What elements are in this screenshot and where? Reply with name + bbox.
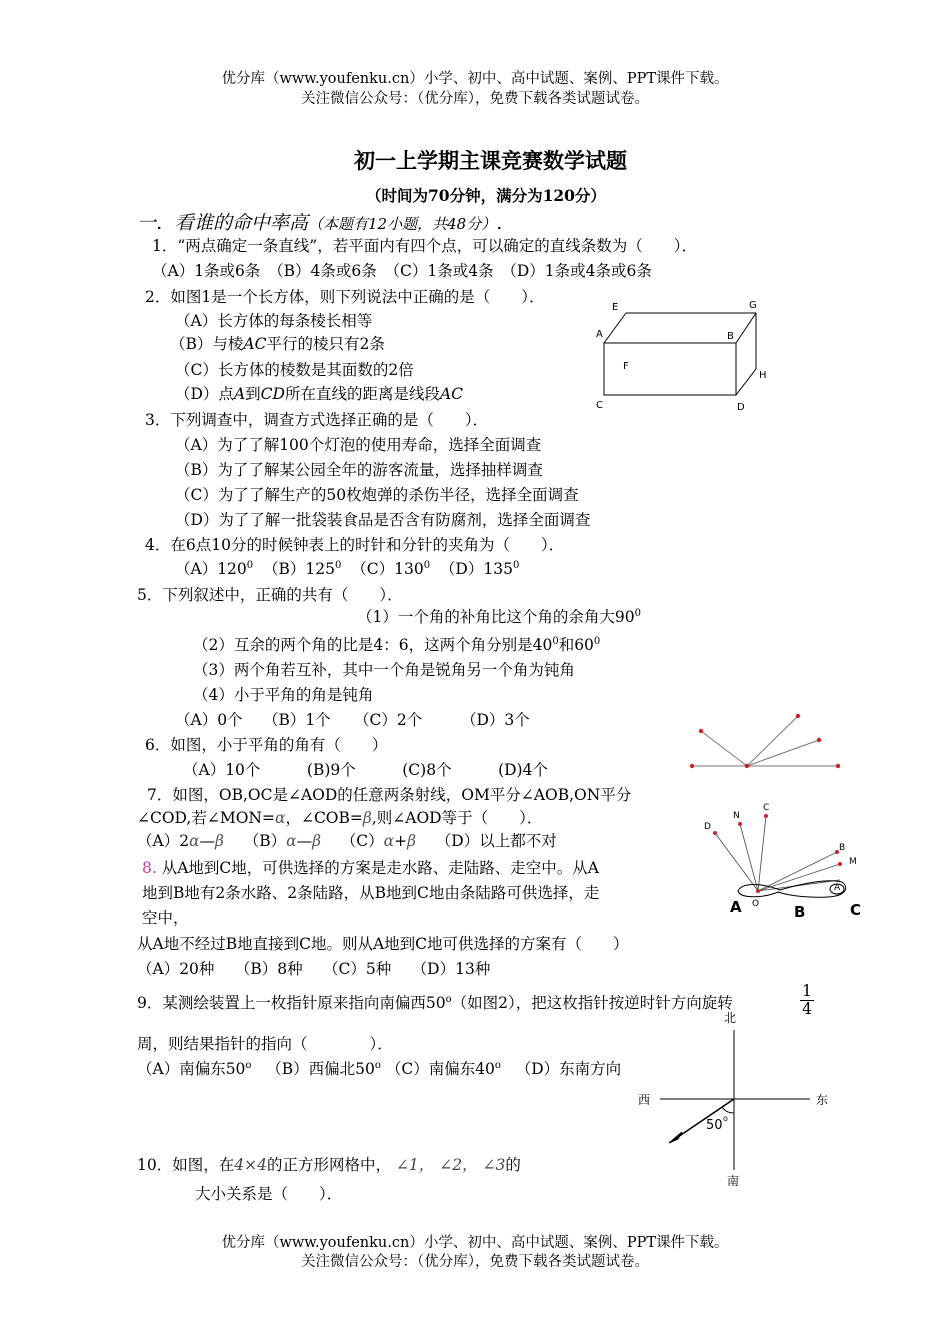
- q8-line-4: 从A地不经过B地直接到C地。则从A地到C地可供选择的方案有（ ）: [137, 935, 629, 953]
- q9-l1-deg: o: [445, 993, 452, 1005]
- compass-east-label: 东: [816, 1093, 829, 1107]
- q3-option-c: （C）为了了解生产的50枚炮弹的杀伤半径，选择全面调查: [175, 486, 579, 504]
- q4-options: [175, 557, 519, 579]
- q7-c-plus: +: [394, 832, 408, 850]
- q7-b-beta: β: [312, 832, 322, 850]
- q7-label-n: N: [733, 811, 740, 821]
- q10-l1-post: 的: [505, 1156, 521, 1174]
- section-note: （本题有12小题，共48分）: [308, 215, 497, 233]
- q7-beta: β: [362, 809, 372, 827]
- q7-options: [137, 829, 557, 851]
- footer-line-2: 关注微信公众号：（优分库），免费下载各类试题试卷。: [301, 1254, 649, 1270]
- q3-stem: 3．下列调查中，调查方式选择正确的是（ ）．: [145, 411, 489, 429]
- q5-statement-1: [357, 605, 641, 627]
- q6-point-2: [796, 714, 800, 718]
- q4-stem: 4．在6点10分的时候钟表上的时针和分针的夹角为（ ）．: [145, 536, 565, 554]
- compass-angle-arc: [722, 1107, 734, 1113]
- q7-a-beta: β: [215, 832, 224, 850]
- q7-point-m: [838, 862, 842, 866]
- q9-frac-num: 1: [802, 982, 812, 1000]
- q8-line-1-text: 从A地到C地，可供选择的方案是走水路、走陆路、走空中。从A: [161, 859, 599, 877]
- q4-deg-c: 0: [423, 559, 431, 571]
- q8-number: 8.: [142, 859, 157, 877]
- cuboid-label-e: E: [612, 302, 619, 313]
- cuboid-edge-dh: [736, 369, 756, 395]
- q6-stem: 6．如图，小于平角的角有（ ）: [145, 736, 388, 754]
- q2-d-var3: AC: [439, 385, 464, 403]
- q2-d-mid2: 所在直线的距离是线段: [284, 385, 440, 403]
- q5-options: （A）0个 （B）1个 （C）2个 （D）3个: [175, 711, 530, 729]
- q7-l2-pre: ∠COD,若∠MON=: [137, 809, 275, 827]
- q2-option-c: （C）长方体的棱数是其面数的2倍: [175, 361, 414, 379]
- q5-stem: 5．下列叙述中，正确的共有（ ）．: [137, 586, 403, 604]
- q5-statement-2: [193, 633, 600, 655]
- q9-option-d: （D）东南方向: [515, 1060, 622, 1078]
- cuboid-label-g: G: [749, 300, 757, 311]
- q9-option-b: （B）西偏北50: [266, 1060, 375, 1078]
- q6-point-3: [817, 738, 821, 742]
- q7-alpha: α: [274, 809, 286, 827]
- compass-angle-label: 50: [706, 1118, 723, 1133]
- q7-option-a: （A）2: [137, 832, 190, 850]
- q10-line-1: [137, 1153, 521, 1175]
- q7-ray-oa: [758, 880, 840, 891]
- q2-d-mid: 到: [245, 385, 261, 403]
- q2-d-var1: A: [233, 385, 246, 403]
- q7-point-d: [713, 831, 717, 835]
- q9-option-c: （C）南偏东40: [385, 1060, 495, 1078]
- q5-statement-4: （4）小于平角的角是钝角: [193, 686, 374, 704]
- q7-angle-figure: [700, 798, 870, 920]
- q10-l1-mid: 的正方形网格中，: [266, 1156, 391, 1174]
- q7-option-b: （B）: [243, 832, 287, 850]
- q5-s2-deg1: 0: [552, 635, 559, 647]
- q7-l2-post: ,则∠AOD等于（ ）．: [371, 809, 543, 827]
- q7-c-alpha: α: [383, 832, 395, 850]
- q8-label-a: A: [730, 898, 742, 916]
- q6-point-1: [699, 729, 703, 733]
- q7-b-alpha: α: [286, 832, 297, 850]
- cuboid-label-f: F: [623, 361, 629, 372]
- compass-angle-deg: o: [723, 1114, 728, 1123]
- q9-l1-text-b: （如图2），把这枚指针按逆时针方向旋转: [451, 994, 733, 1012]
- q4-deg-b: 0: [335, 559, 342, 571]
- q9-deg-c: o: [494, 1059, 501, 1071]
- q9-deg-b: o: [374, 1059, 381, 1071]
- q7-label-m: M: [849, 857, 857, 867]
- q8-line-1: [142, 856, 599, 878]
- header-line-2: 关注微信公众号：（优分库），免费下载各类试题试卷。: [301, 91, 649, 107]
- q7-ray-on: [740, 824, 758, 891]
- q9-options: [137, 1057, 621, 1079]
- q7-a-alpha: α: [189, 832, 200, 850]
- q6-options: （A）10个 (B)9个 (C)8个 (D)4个: [183, 761, 548, 779]
- q7-b-minus: —: [296, 832, 313, 850]
- q8-line-2: 地到B地有2条水路、2条陆路，从B地到C地由条陆路可供选择，走: [142, 884, 600, 902]
- q8-label-c: C: [850, 901, 862, 919]
- q8-options: （A）20种 （B）8种 （C）5种 （D）13种: [137, 960, 491, 978]
- q7-c-beta: β: [407, 832, 417, 850]
- compass-south-label: 南: [727, 1174, 740, 1188]
- header-line-1: 优分库（www.youfenku.cn）小学、初中、高中试题、案例、PPT课件下载。: [221, 71, 729, 87]
- q10-line-2: 大小关系是（ ）．: [195, 1185, 343, 1203]
- q10-angle-2: ∠2，: [439, 1156, 478, 1174]
- q6-vertex: [745, 764, 749, 768]
- q4-option-c: （C）130: [351, 560, 424, 578]
- q5-s2-text-b: 和60: [558, 636, 594, 654]
- q7-line-2: [137, 806, 542, 828]
- q9-l1-text: 9．某测绘装置上一枚指针原来指向南偏西50: [137, 994, 446, 1012]
- q7-label-b: B: [839, 843, 846, 853]
- cuboid-label-c: C: [596, 400, 603, 411]
- cuboid-label-h: H: [759, 370, 767, 381]
- cuboid-edge-bg: [736, 313, 756, 343]
- cuboid-label-a: A: [596, 329, 603, 340]
- q3-option-b: （B）为了了解某公园全年的游客流量，选择抽样调查: [175, 461, 543, 479]
- cuboid-edge-ae: [604, 313, 626, 343]
- q2-option-d: [175, 382, 463, 404]
- q10-angle-3: ∠3: [482, 1156, 506, 1174]
- q7-label-c: C: [763, 803, 770, 813]
- q5-s2-deg2: 0: [593, 635, 601, 647]
- q5-s2-text: （2）互余的两个角的比是4：6，这两个角分别是40: [193, 636, 553, 654]
- footer-line-1: 优分库（www.youfenku.cn）小学、初中、高中试题、案例、PPT课件下载。: [221, 1235, 729, 1251]
- q2-d-pre: （D）点: [175, 385, 234, 403]
- q7-option-c: （C）: [340, 832, 384, 850]
- q6-ray-1: [701, 731, 747, 766]
- q9-option-a: （A）南偏东50: [137, 1060, 246, 1078]
- cuboid-label-d: D: [737, 402, 745, 413]
- q4-option-b: （B）125: [263, 560, 335, 578]
- q5-s1-text: （1）一个角的补角比这个角的余角大90: [357, 608, 635, 626]
- compass-arrowhead: [669, 1132, 682, 1143]
- q3-option-d: （D）为了了解一批袋装食品是否含有防腐剂，选择全面调查: [175, 511, 591, 529]
- q7-ray-oc: [758, 816, 766, 891]
- q6-ray-3: [747, 740, 819, 766]
- q10-grid-size: 4×4: [234, 1156, 267, 1174]
- q9-line-2: 周，则结果指针的指向（ ）．: [137, 1035, 393, 1053]
- q10-l1-pre: 10．如图，在: [137, 1156, 235, 1174]
- q7-option-d: （D）以上都不对: [435, 832, 557, 850]
- q4-option-d: （D）135: [439, 560, 513, 578]
- section-heading-text: 一．看谁的命中率高: [137, 212, 309, 234]
- compass-north-label: 北: [724, 1011, 737, 1025]
- q1-stem: 1．“两点确定一条直线”，若平面内有四个点，可以确定的直线条数为（ ）．: [152, 237, 697, 255]
- q9-frac-den: 4: [800, 1000, 814, 1018]
- q7-label-o: O: [752, 899, 760, 909]
- q4-deg-a: 0: [246, 559, 254, 571]
- exam-title: 初一上学期主课竞赛数学试题: [354, 148, 627, 173]
- q10-angle-1: ∠1，: [395, 1156, 435, 1174]
- exam-subtitle: （时间为70分钟，满分为120分）: [366, 186, 606, 205]
- q7-label-a: A: [834, 883, 841, 893]
- q2-option-a: （A）长方体的每条棱长相等: [175, 312, 373, 330]
- q7-point-c: [764, 814, 768, 818]
- q4-deg-d: 0: [512, 559, 520, 571]
- q2-b-pre: （B）与棱: [170, 335, 244, 353]
- q7-line-1: 7．如图，OB,OC是∠AOD的任意两条射线，OM平分∠AOB,ON平分: [147, 786, 632, 804]
- q4-option-a: （A）120: [175, 560, 247, 578]
- q2-b-post: 平行的棱只有2条: [266, 335, 385, 353]
- q6-rays-figure: [690, 710, 850, 775]
- q7-point-n: [738, 822, 742, 826]
- compass-west-label: 西: [638, 1093, 651, 1107]
- q7-point-o: [756, 889, 760, 893]
- q7-ray-od: [715, 833, 758, 891]
- cuboid-label-b: B: [727, 331, 734, 342]
- q7-l2-mid: ，∠COB=: [285, 809, 363, 827]
- q5-s1-deg: 0: [634, 607, 641, 619]
- q6-ray-2: [747, 716, 798, 766]
- q3-option-a: （A）为了了解100个灯泡的使用寿命，选择全面调查: [175, 436, 542, 454]
- section-heading: [137, 208, 502, 235]
- q2-b-var: AC: [243, 335, 267, 353]
- q9-deg-a: o: [245, 1059, 252, 1071]
- q1-options: （A）1条或6条 （B）4条或6条 （C）1条或4条 （D）1条或4条或6条: [152, 262, 652, 280]
- q7-a-minus: —: [199, 832, 216, 850]
- q8-label-b: B: [794, 903, 806, 921]
- q2-stem: 2．如图1是一个长方体，则下列说法中正确的是（ ）．: [145, 288, 545, 306]
- q2-d-var2: CD: [260, 385, 285, 403]
- section-tail: .: [496, 212, 503, 234]
- q6-point-left: [690, 764, 694, 768]
- q5-statement-3: （3）两个角若互补，其中一个角是锐角另一个角为钝角: [193, 661, 575, 679]
- q7-label-d: D: [704, 822, 711, 832]
- compass-figure: [630, 1005, 840, 1190]
- cuboid-figure: [590, 295, 770, 420]
- q2-option-b: [170, 332, 385, 354]
- q6-point-right: [836, 764, 840, 768]
- q8-line-3: 空中，: [142, 909, 189, 927]
